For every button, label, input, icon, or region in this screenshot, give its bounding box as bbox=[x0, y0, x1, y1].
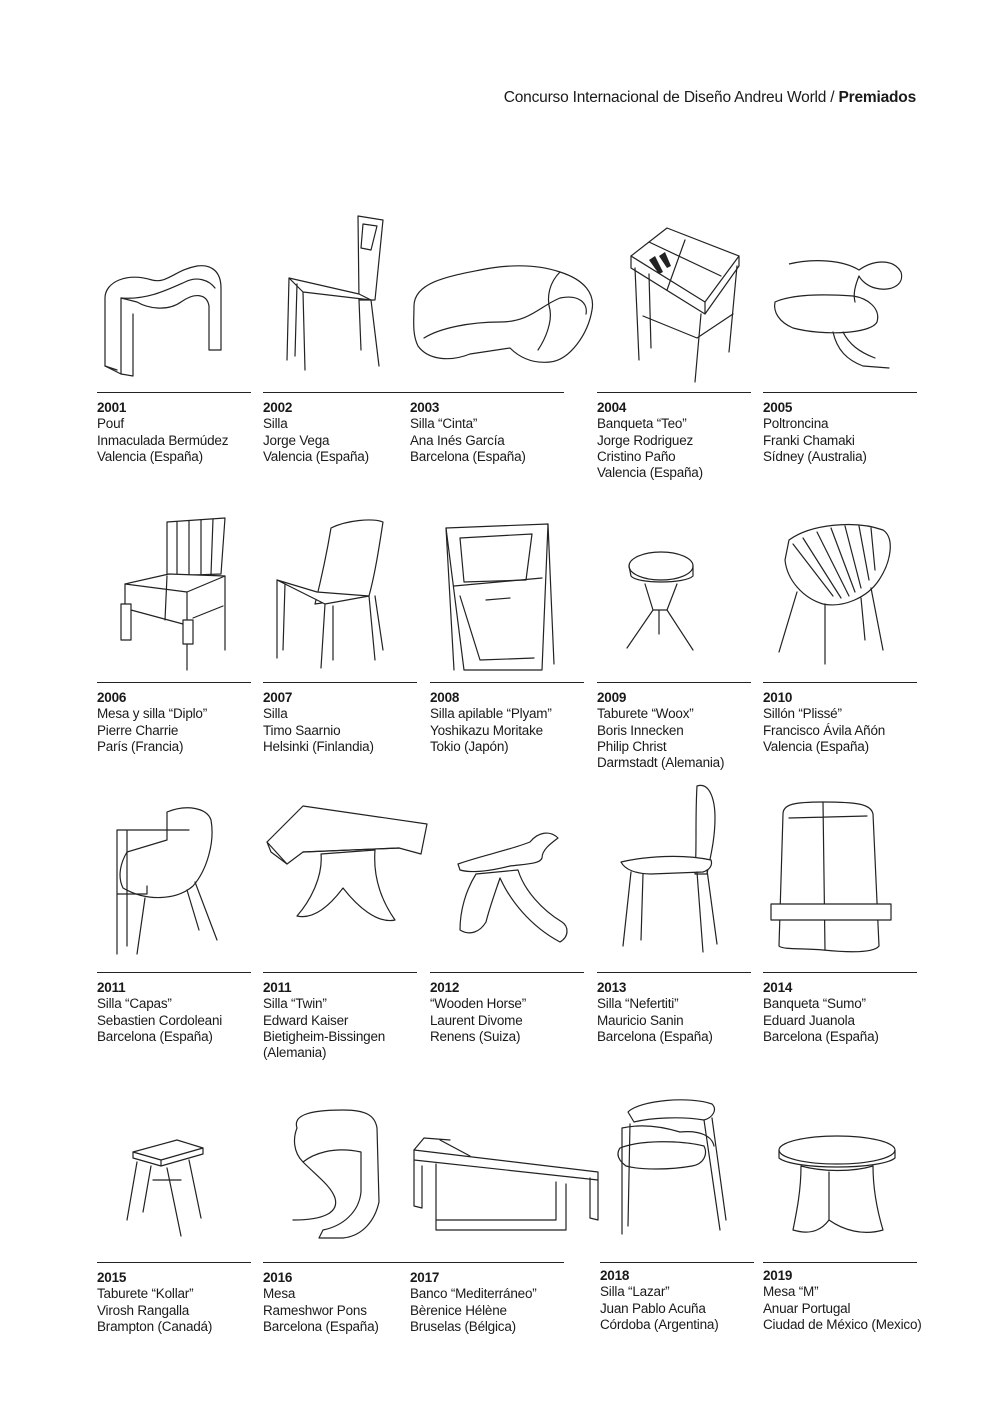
award-line: Silla bbox=[263, 706, 288, 722]
stackable-chair-icon bbox=[430, 500, 584, 675]
award-line: Poltroncina bbox=[763, 416, 829, 432]
award-line: Mesa “M” bbox=[763, 1284, 819, 1300]
award-year: 2006 bbox=[97, 690, 127, 705]
award-year: 2011 bbox=[97, 980, 126, 995]
pouf-icon bbox=[97, 210, 251, 385]
chair-icon bbox=[263, 210, 417, 385]
award-line: Inmaculada Bermúdez bbox=[97, 432, 229, 448]
award-year: 2015 bbox=[97, 1270, 127, 1285]
award-year: 2010 bbox=[763, 690, 793, 705]
award-line: Tokio (Japón) bbox=[430, 738, 509, 754]
award-line: “Wooden Horse” bbox=[430, 996, 526, 1012]
lazar-chair-icon bbox=[600, 1080, 754, 1255]
award-line: Jorge Vega bbox=[263, 432, 330, 448]
award-line: Timo Saarnio bbox=[263, 722, 341, 738]
award-line: Sillón “Plissé” bbox=[763, 706, 842, 722]
award-line: Ana Inés García bbox=[410, 432, 505, 448]
header-title: Concurso Internacional de Diseño Andreu World / bbox=[503, 89, 839, 106]
award-line: Philip Christ bbox=[597, 738, 667, 754]
twin-table-icon bbox=[263, 790, 433, 965]
award-line: Juan Pablo Acuña bbox=[600, 1300, 706, 1316]
award-year: 2009 bbox=[597, 690, 627, 705]
award-line: Mesa y silla “Diplo” bbox=[97, 706, 208, 722]
sumo-stool-icon bbox=[763, 790, 917, 965]
bench-icon bbox=[410, 1080, 605, 1255]
award-line: Barcelona (España) bbox=[263, 1318, 379, 1334]
stool-teo-icon bbox=[597, 210, 751, 385]
nefertiti-chair-icon bbox=[597, 790, 751, 965]
award-line: Mesa bbox=[263, 1286, 296, 1302]
wooden-horse-icon bbox=[430, 790, 584, 965]
award-line: Yoshikazu Moritake bbox=[430, 722, 543, 738]
award-line: Valencia (España) bbox=[97, 448, 203, 464]
award-line: Córdoba (Argentina) bbox=[600, 1316, 719, 1332]
award-line: Eduard Juanola bbox=[763, 1012, 855, 1028]
award-line: París (Francia) bbox=[97, 738, 184, 754]
award-line: Banco “Mediterráneo” bbox=[410, 1286, 537, 1302]
award-line: Renens (Suiza) bbox=[430, 1028, 521, 1044]
award-line: Barcelona (España) bbox=[410, 448, 526, 464]
award-line: Sebastien Cordoleani bbox=[97, 1012, 223, 1028]
header-section: Premiados bbox=[838, 89, 916, 106]
award-line: Silla “Capas” bbox=[97, 996, 172, 1012]
award-year: 2013 bbox=[597, 980, 627, 995]
award-line: Mauricio Sanin bbox=[597, 1012, 684, 1028]
award-line: Barcelona (España) bbox=[597, 1028, 713, 1044]
award-line: Silla apilable “Plyam” bbox=[430, 706, 552, 722]
award-line: Anuar Portugal bbox=[763, 1300, 851, 1316]
award-line: Banqueta “Teo” bbox=[597, 416, 687, 432]
award-year: 2019 bbox=[763, 1268, 793, 1283]
award-line: Franki Chamaki bbox=[763, 432, 855, 448]
round-table-icon bbox=[763, 1080, 917, 1255]
award-year: 2004 bbox=[597, 400, 627, 415]
award-line: Rameshwor Pons bbox=[263, 1302, 367, 1318]
award-line: Brampton (Canadá) bbox=[97, 1318, 213, 1334]
award-line: (Alemania) bbox=[263, 1045, 327, 1061]
award-line: Pouf bbox=[97, 416, 124, 432]
capas-chair-icon bbox=[97, 790, 251, 965]
award-line: Helsinki (Finlandia) bbox=[263, 738, 374, 754]
award-line: Bietigheim-Bissingen bbox=[263, 1028, 386, 1044]
award-line: Silla “Nefertiti” bbox=[597, 996, 679, 1012]
award-line: Silla “Cinta” bbox=[410, 416, 478, 432]
award-year: 2016 bbox=[263, 1270, 293, 1285]
award-line: Ciudad de México (Mexico) bbox=[763, 1316, 922, 1332]
award-line: Barcelona (España) bbox=[763, 1028, 879, 1044]
award-year: 2014 bbox=[763, 980, 793, 995]
kollar-stool-icon bbox=[97, 1080, 251, 1255]
award-year: 2011 bbox=[263, 980, 292, 995]
award-line: Francisco Ávila Añón bbox=[763, 722, 886, 738]
award-line: Silla bbox=[263, 416, 288, 432]
award-line: Valencia (España) bbox=[597, 465, 703, 481]
award-year: 2002 bbox=[263, 400, 293, 415]
award-line: Cristino Paño bbox=[597, 448, 676, 464]
award-line: Bèrenice Hélène bbox=[410, 1302, 507, 1318]
award-line: Taburete “Woox” bbox=[597, 706, 694, 722]
award-line: Pierre Charrie bbox=[97, 722, 179, 738]
award-line: Jorge Rodriguez bbox=[597, 432, 694, 448]
award-line: Barcelona (España) bbox=[97, 1028, 213, 1044]
award-line: Laurent Divome bbox=[430, 1012, 523, 1028]
award-year: 2008 bbox=[430, 690, 460, 705]
award-line: Edward Kaiser bbox=[263, 1012, 349, 1028]
diplo-chair-icon bbox=[97, 500, 251, 675]
award-year: 2005 bbox=[763, 400, 793, 415]
award-line: Taburete “Kollar” bbox=[97, 1286, 194, 1302]
award-line: Darmstadt (Alemania) bbox=[597, 755, 725, 771]
curved-table-icon bbox=[263, 1080, 417, 1255]
armchair-icon bbox=[763, 210, 917, 385]
woox-stool-icon bbox=[597, 500, 751, 675]
award-year: 2012 bbox=[430, 980, 460, 995]
award-year: 2018 bbox=[600, 1268, 630, 1283]
plisse-armchair-icon bbox=[763, 500, 917, 675]
award-year: 2017 bbox=[410, 1270, 440, 1285]
award-line: Valencia (España) bbox=[263, 448, 369, 464]
award-line: Bruselas (Bélgica) bbox=[410, 1318, 516, 1334]
award-line: Sídney (Australia) bbox=[763, 448, 867, 464]
award-line: Silla “Lazar” bbox=[600, 1284, 670, 1300]
award-year: 2001 bbox=[97, 400, 127, 415]
award-year: 2003 bbox=[410, 400, 440, 415]
chair-icon bbox=[263, 500, 417, 675]
cinta-chair-icon bbox=[410, 210, 605, 385]
award-line: Banqueta “Sumo” bbox=[763, 996, 866, 1012]
award-line: Virosh Rangalla bbox=[97, 1302, 190, 1318]
award-line: Boris Innecken bbox=[597, 722, 684, 738]
award-year: 2007 bbox=[263, 690, 293, 705]
award-line: Valencia (España) bbox=[763, 738, 869, 754]
award-line: Silla “Twin” bbox=[263, 996, 327, 1012]
